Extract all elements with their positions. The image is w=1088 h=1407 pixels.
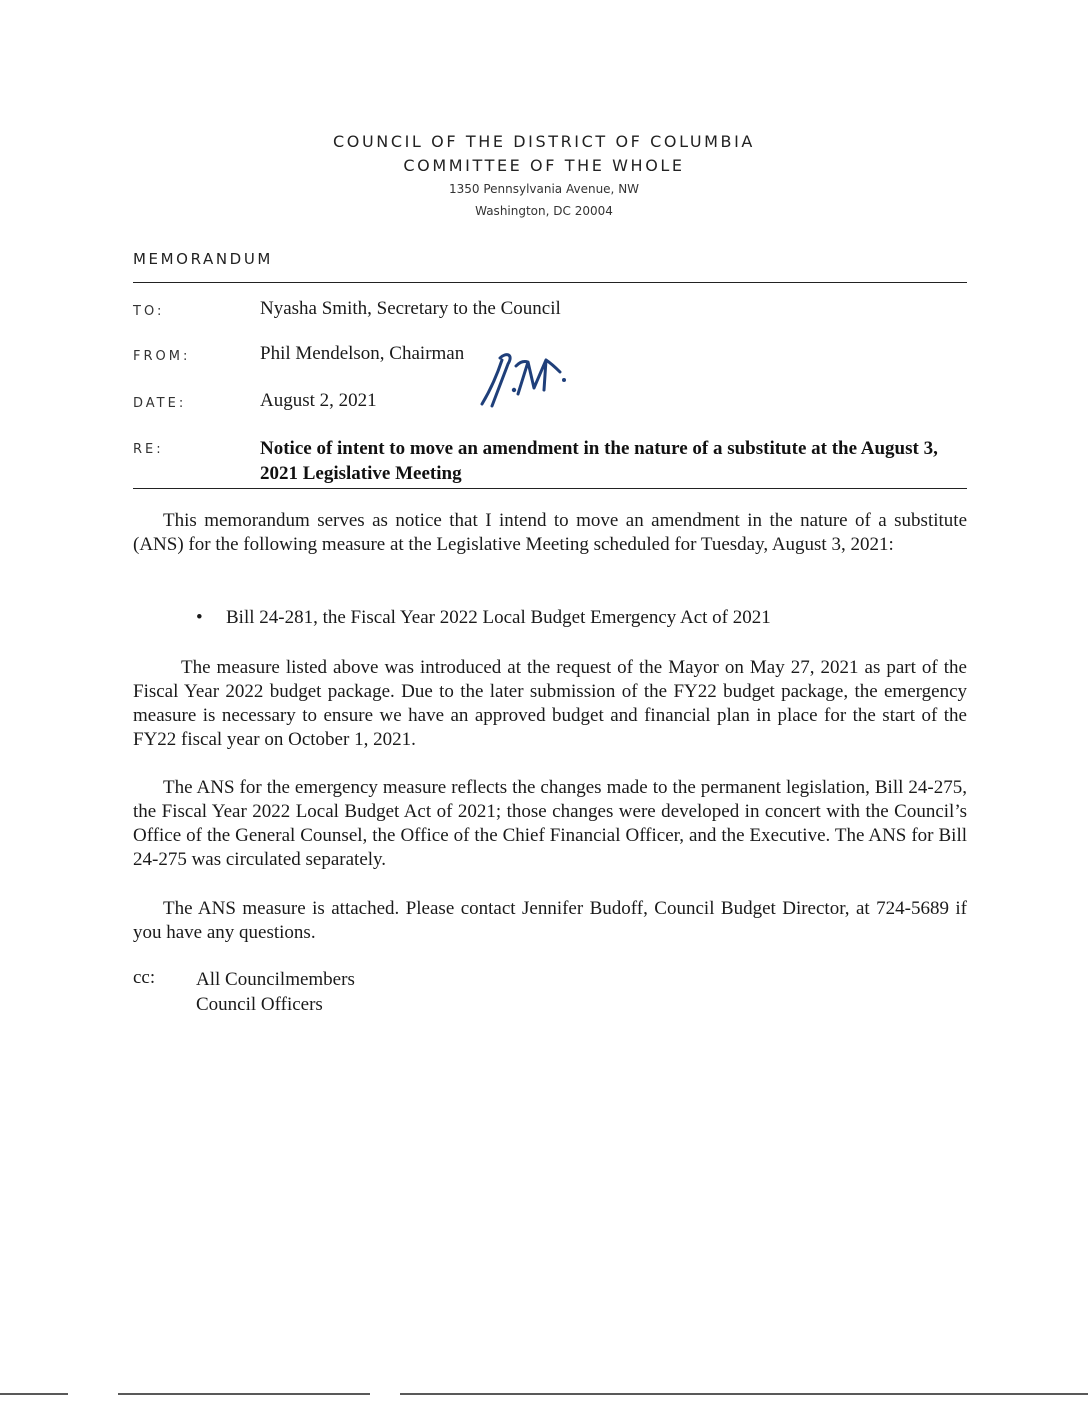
cc-label: cc:: [133, 967, 156, 988]
header-rule-bottom: [133, 488, 967, 489]
re-subject: Notice of intent to move an amendment in the nature of a substitute at the August 3, 2021 Legislative Meeting: [260, 438, 938, 484]
to-label: TO:: [133, 304, 165, 319]
measure-paragraph: The measure listed above was introduced at the request of the Mayor on May 27, 2021 as part of the Fiscal Year 2022 budget package. Due to the later submission of the FY22 budget package, the emergency measure is necessary to ensure we have an approved budget and financial plan in place for the start of the FY22 fiscal year on October 1, 2021.: [133, 657, 967, 750]
footer-scan-marks: [0, 1392, 1088, 1396]
committee-name: COMMITTEE OF THE WHOLE: [403, 156, 685, 175]
date-value: August 2, 2021: [260, 390, 377, 411]
ans-paragraph: The ANS for the emergency measure reflects the changes made to the permanent legislation, Bill 24-275, the Fiscal Year 2022 Local Budget Act of 2021; those changes were developed in concert with the Council’s Office of the General Counsel, the Office of the Chief Financial Officer, and the Executive. The ANS for Bill 24-275 was circulated separately.: [133, 777, 967, 870]
to-value: Nyasha Smith, Secretary to the Council: [260, 298, 561, 319]
from-value: Phil Mendelson, Chairman: [260, 343, 465, 364]
letterhead: [0, 130, 1088, 222]
measure-item: Bill 24-281, the Fiscal Year 2022 Local Budget Emergency Act of 2021: [226, 607, 771, 628]
org-name: COUNCIL OF THE DISTRICT OF COLUMBIA: [333, 132, 755, 151]
chairman-signature: [472, 350, 582, 410]
cc-recipient: All Councilmembers: [196, 969, 355, 990]
bullet-icon: •: [196, 607, 203, 628]
header-rule-top: [133, 282, 967, 283]
contact-paragraph: The ANS measure is attached. Please contact Jennifer Budoff, Council Budget Director, at 724-5689 if you have any questions.: [133, 898, 967, 943]
address-city: Washington, DC 20004: [475, 204, 613, 218]
date-label: DATE:: [133, 396, 187, 411]
cc-recipients: [196, 967, 355, 1017]
address-street: 1350 Pennsylvania Avenue, NW: [448, 182, 640, 196]
intro-paragraph: This memorandum serves as notice that I intend to move an amendment in the nature of a substitute (ANS) for the following measure at the Legislative Meeting scheduled for Tuesday, August 3, 2021:: [133, 510, 967, 555]
memo-title: MEMORANDUM: [133, 250, 273, 268]
from-label: FROM:: [133, 349, 191, 364]
measure-bullet: [196, 606, 771, 630]
cc-recipient: Council Officers: [196, 994, 323, 1015]
re-label: RE:: [133, 442, 164, 457]
